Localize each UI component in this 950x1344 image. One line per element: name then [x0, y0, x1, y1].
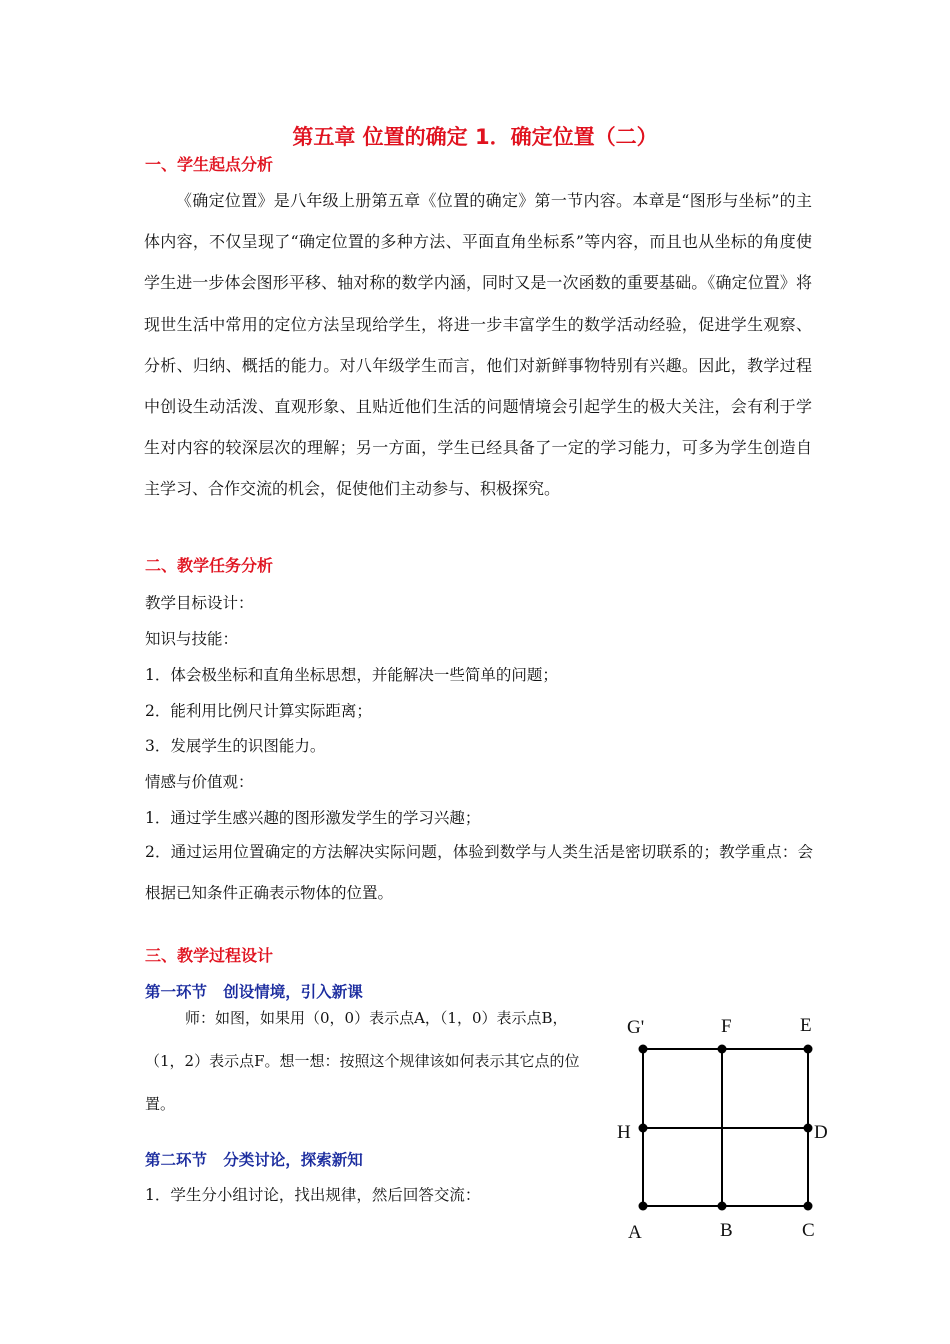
label-a: A [628, 1222, 642, 1243]
section-1-paragraph: 《确定位置》是八年级上册第五章《位置的确定》第一节内容。本章是“图形与坐标”的主体内容，不仅呈现了“确定位置的多种方法、平面直角坐标系”等内容，而且也从坐标的角度使学生进一步体会图形平移、轴对称的数学内涵，同时又是一次函数的重要基础。《确定位置》将现世生活中常用的定位方法呈现给学生，将进一步丰富学生的数学活动经验，促进学生观察、分析、归纳、概括的能力。对八年级学生而言，他们对新鲜事物特别有兴趣。因此，教学过程中创设生动活泼、直观形象、且贴近他们生活的问题情境会引起学生的极大关注，会有利于学生对内容的较深层次的理解；另一方面，学生已经具备了一定的学习能力，可多为学生创造自主学习、合作交流的机会，促使他们主动参与、积极探究。 [144, 191, 812, 499]
grid-lines [643, 1049, 808, 1206]
goal-label: 教学目标设计： [145, 594, 254, 612]
point-g [639, 1045, 648, 1054]
step-1-heading: 第一环节 创设情境，引入新课 [145, 983, 363, 1001]
label-e: E [800, 1015, 812, 1036]
knowledge-item-3: 3．发展学生的识图能力。 [145, 737, 326, 755]
emotion-item-1: 1．通过学生感兴趣的图形激发学生的学习兴趣； [145, 809, 481, 827]
point-c [804, 1202, 813, 1211]
emotion-item-2: 2．通过运用位置确定的方法解决实际问题，体验到数学与人类生活是密切联系的；教学重点：会根据已知条件正确表示物体的位置。 [145, 843, 813, 902]
section-1-heading: 一、学生起点分析 [145, 155, 274, 174]
step-2-heading: 第二环节 分类讨论，探索新知 [145, 1151, 363, 1169]
label-b: B [720, 1220, 733, 1241]
point-b [718, 1202, 727, 1211]
section-3-heading: 三、教学过程设计 [145, 946, 274, 965]
section-2-heading: 二、教学任务分析 [145, 556, 274, 575]
label-h: H [617, 1122, 631, 1143]
point-a [639, 1202, 648, 1211]
step-1-text: 师：如图，如果用（0，0）表示点A，（1，0）表示点B，（1，2）表示点F。想一想：按照这个规律该如何表示其它点的位置。 [145, 1009, 580, 1113]
grid-figure [600, 1000, 850, 1260]
step-2-item-1: 1．学生分小组讨论，找出规律，然后回答交流： [145, 1186, 481, 1204]
point-e [804, 1045, 813, 1054]
point-d [804, 1124, 813, 1133]
label-d: D [814, 1122, 828, 1143]
point-h [639, 1124, 648, 1133]
knowledge-item-1: 1．体会极坐标和直角坐标思想，并能解决一些简单的问题； [145, 666, 558, 684]
emotion-label: 情感与价值观： [145, 773, 254, 791]
page-title: 第五章 位置的确定 1．确定位置（二） [292, 125, 658, 149]
label-f: F [721, 1016, 732, 1037]
label-c: C [802, 1220, 815, 1241]
point-f [718, 1045, 727, 1054]
knowledge-label: 知识与技能： [145, 630, 239, 648]
label-g: G' [627, 1017, 645, 1038]
knowledge-item-2: 2．能利用比例尺计算实际距离； [145, 702, 372, 720]
